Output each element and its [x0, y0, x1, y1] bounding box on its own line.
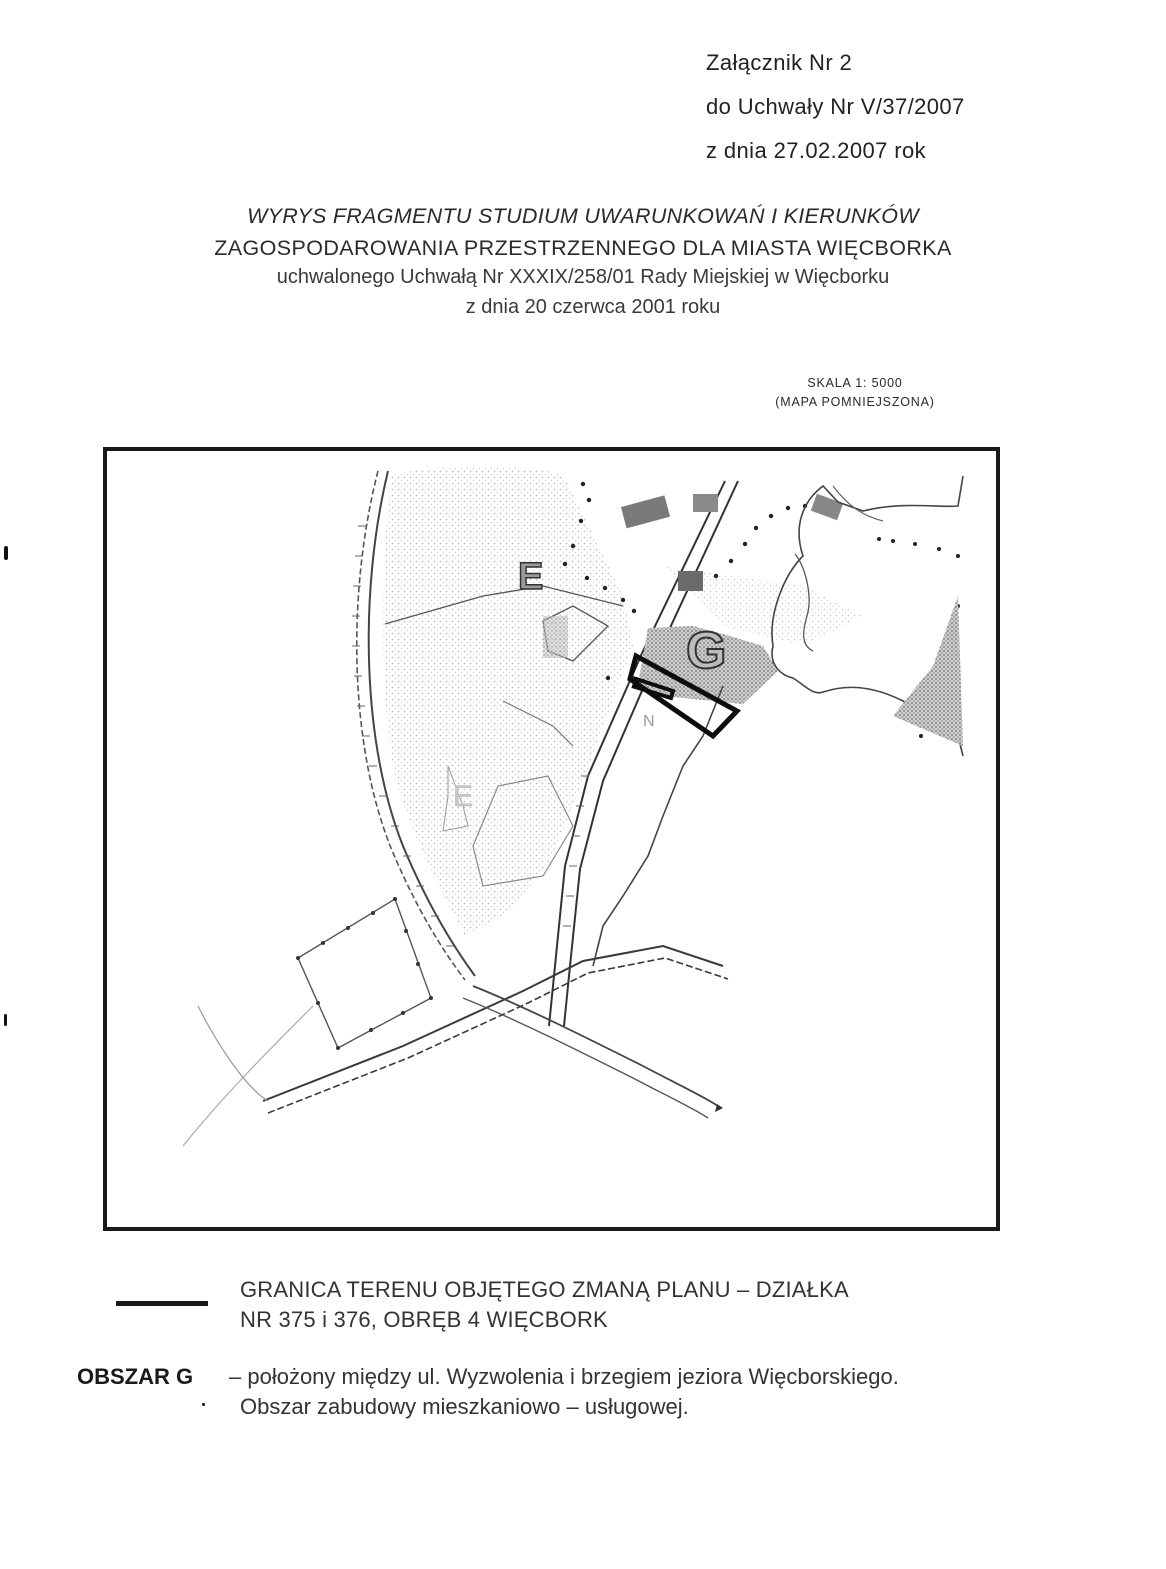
- scan-speck: [4, 546, 8, 560]
- document-date: z dnia 20 czerwca 2001 roku: [465, 296, 721, 318]
- area-description-line2: Obszar zabudowy mieszkaniowo – usługowej.: [240, 1394, 689, 1419]
- area-label: OBSZAR G: [77, 1364, 194, 1389]
- map-drawing: [103, 446, 1002, 1233]
- legend-boundary-line: [116, 1301, 208, 1306]
- bullet-speck: [202, 1403, 205, 1406]
- document-subtitle: uchwalonego Uchwałą Nr XXXIX/258/01 Rady Miejskiej w Więcborku: [276, 266, 890, 288]
- resolution-number: do Uchwały Nr V/37/2007: [706, 94, 965, 119]
- resolution-date: z dnia 27.02.2007 rok: [706, 138, 926, 163]
- map-extract: [103, 446, 1002, 1233]
- scan-speck: [4, 1014, 7, 1026]
- attachment-number: Załącznik Nr 2: [706, 50, 853, 75]
- document-title-line1: WYRYS FRAGMENTU STUDIUM UWARUNKOWAŃ I KIERUNKÓW: [247, 204, 919, 228]
- plot-number-label: N: [643, 713, 655, 730]
- zone-label-e-north: E: [518, 556, 544, 598]
- area-description-line1: – położony między ul. Wyzwolenia i brzegiem jeziora Więcborskiego.: [229, 1364, 899, 1389]
- legend-text-line1: GRANICA TERENU OBJĘTEGO ZMANĄ PLANU – DZIAŁKA: [240, 1277, 849, 1302]
- map-scale: SKALA 1: 5000: [807, 376, 903, 390]
- map-scale-note: (MAPA POMNIEJSZONA): [775, 395, 935, 409]
- zone-label-g: G: [686, 622, 727, 680]
- document-title-line2: ZAGOSPODAROWANIA PRZESTRZENNEGO DLA MIASTA WIĘCBORKA: [214, 236, 952, 260]
- legend-text-line2: NR 375 i 376, OBRĘB 4 WIĘCBORK: [240, 1307, 608, 1332]
- zone-label-e-south: E: [453, 780, 474, 813]
